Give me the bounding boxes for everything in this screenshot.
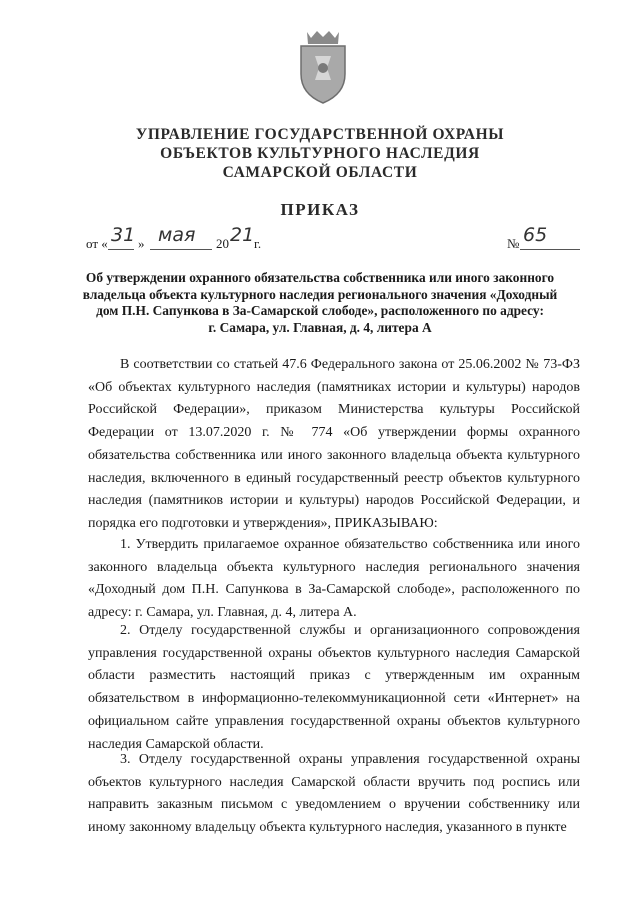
date-year-prefix: 20 <box>216 236 229 251</box>
number-label: № <box>507 236 520 251</box>
date-month: мая <box>158 224 196 246</box>
date-day: 31 <box>111 224 136 246</box>
org-name-line-3: САМАРСКОЙ ОБЛАСТИ <box>222 164 418 181</box>
document-number: 65 <box>523 224 548 246</box>
document-type-title: ПРИКАЗ <box>280 200 360 219</box>
order-item-2: 2. Отделу государственной службы и организационного сопровождения управления государственной охраны объектов культурного наследия Самарской области разместить настоящий приказ с утвержденным им охранным обязательством в информационно-телекоммуникационной сети «Интернет» на официальном сайте управления государственной охраны объектов культурного наследия Самарской области. <box>88 623 580 752</box>
subject-line-1: Об утверждении охранного обязательства собственника или иного законного <box>85 270 555 285</box>
date-number-row <box>86 224 586 254</box>
order-subject <box>60 270 580 336</box>
org-name-line-1: УПРАВЛЕНИЕ ГОСУДАРСТВЕННОЙ ОХРАНЫ <box>135 126 505 143</box>
preamble-paragraph: В соответствии со статьей 47.6 Федерального закона от 25.06.2002 № 73-ФЗ «Об объектах культурного наследия (памятниках истории и культуры) народов Российской Федерации», приказом Министерства культуры Российской Федерации от 13.07.2020 г. № 774 «Об утверждении формы охранного обязательства собственника или иного законного владельца объекта культурного наследия, включенного в единый государственный реестр объектов культурного наследия (памятников истории и культуры) народов Российской Федерации, и порядка его подготовки и утверждения», ПРИКАЗЫВАЮ: <box>88 357 580 531</box>
date-year-unit: г. <box>254 236 262 251</box>
samara-coat-of-arms-icon <box>293 28 353 106</box>
order-item-1: 1. Утвердить прилагаемое охранное обязательство собственника или иного законного владельца объекта культурного наследия регионального значения «Доходный дом П.Н. Сапункова в За-Самарской слободе», расположенного по адресу: г. Самара, ул. Главная, д. 4, литера А. <box>88 537 580 621</box>
subject-line-4: г. Самара, ул. Главная, д. 4, литера А <box>208 319 432 335</box>
order-item-3: 3. Отделу государственной охраны управления государственной охраны объектов культурного наследия Самарской области вручить под роспись или направить заказным письмом с уведомлением о вручении собственнику или иному законному владельцу объекта культурного наследия, указанного в пункте <box>88 752 580 836</box>
subject-line-3: дом П.Н. Сапункова в За-Самарской слободе», расположенного по адресу: <box>96 303 544 318</box>
date-prefix: от « <box>86 236 108 251</box>
date-quote-close: » <box>138 236 145 251</box>
date-year-suffix: 21 <box>230 224 255 246</box>
subject-line-2: владельца объекта культурного наследия регионального значения «Доходный <box>82 286 558 302</box>
org-name-line-2: ОБЪЕКТОВ КУЛЬТУРНОГО НАСЛЕДИЯ <box>160 145 480 162</box>
